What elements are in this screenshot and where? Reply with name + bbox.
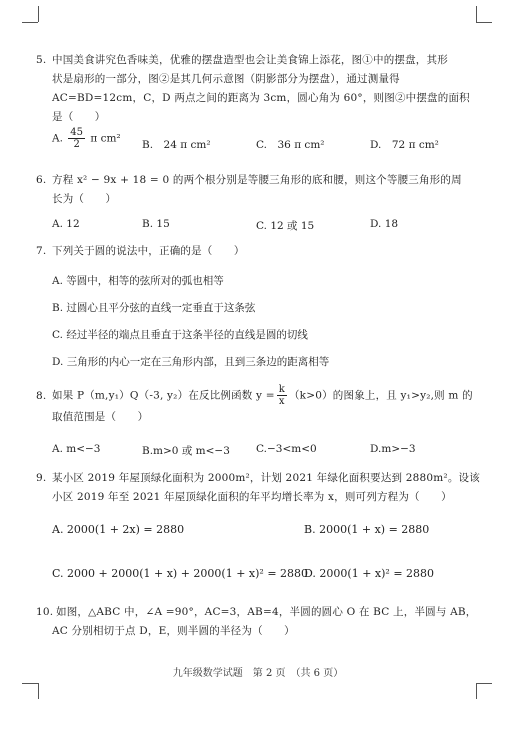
option-a: A. 12	[52, 218, 80, 230]
crop-mark	[38, 6, 39, 22]
question-6	[36, 171, 476, 209]
option-c: C. 12 或 15	[256, 220, 315, 232]
crop-mark	[476, 6, 477, 22]
option-b: B. 2000(1 + x) = 2880	[304, 523, 430, 536]
question-text: AC 分别相切于点 D，E，则半圆的半径为（ ）	[52, 625, 295, 637]
option-d: D. 18	[370, 218, 399, 230]
option-c: C. 经过半径的端点且垂直于这条半径的直线是圆的切线	[52, 329, 308, 341]
question-7	[36, 242, 476, 261]
option-d: D. 2000(1 + x)² = 2880	[304, 567, 435, 580]
question-number: 6.	[36, 174, 47, 186]
option-a: A. m<−3	[52, 443, 101, 455]
option-b: B. 24 π cm²	[142, 139, 211, 151]
question-text: 长为（ ）	[52, 193, 117, 205]
question-8	[36, 384, 476, 427]
question-text: 小区 2019 年至 2021 年屋顶绿化面积的年平均增长率为 x，则可列方程为（ ）	[52, 491, 452, 503]
option-d: D. 72 π cm²	[370, 139, 439, 151]
question-text: 下列关于圆的说法中，正确的是（ ）	[52, 245, 245, 257]
option-b: B. 15	[142, 218, 170, 230]
question-number: 9.	[36, 472, 47, 484]
option-a: A. 2000(1 + 2x) = 2880	[52, 523, 185, 536]
question-text: 如果 P（m,y₁）Q（-3, y₂）在反比例函数 y =	[52, 389, 275, 402]
option-a: A. $\frac{45}{2}$ π cm²	[52, 127, 121, 150]
question-number: 7.	[36, 245, 47, 257]
question-number: 8.	[36, 389, 47, 402]
question-text: 状是扇形的一部分，图②是其几何示意图（阴影部分为摆盘），通过测量得	[52, 73, 400, 85]
fraction: $\frac{45}{2}$	[70, 127, 83, 150]
crop-mark	[22, 683, 38, 684]
fraction: $\frac{k}{x}$	[278, 384, 285, 407]
option-c: C. 36 π cm²	[256, 139, 325, 151]
question-5	[36, 51, 476, 127]
question-text: （k>0）的图象上，且 y₁>y₂,则 m 的	[288, 389, 473, 402]
question-text: 是（ ）	[52, 111, 106, 123]
question-10	[36, 603, 476, 641]
question-text: AC=BD=12cm，C，D 两点之间的距离为 3cm，圆心角为 60°，则图②中摆盘的面积	[52, 92, 470, 104]
option-b: B. 过圆心且平分弦的直线一定垂直于这条弦	[52, 302, 256, 314]
option-d: D.m>−3	[370, 443, 416, 455]
question-text: 取值范围是（ ）	[52, 411, 149, 423]
crop-mark	[22, 22, 38, 23]
option-d: D. 三角形的内心一定在三角形内部，且到三条边的距离相等	[52, 356, 330, 368]
page-footer: 九年级数学试题 第 2 页 （共 6 页）	[172, 668, 344, 679]
question-text: 中国美食讲究色香味美，优雅的摆盘造型也会让美食锦上添花，图①中的摆盘，其形	[52, 54, 448, 66]
option-c: C. 2000 + 2000(1 + x) + 2000(1 + x)² = 2880	[52, 567, 309, 580]
question-9	[36, 469, 480, 507]
question-number: 5.	[36, 54, 47, 66]
question-number: 10.	[36, 606, 54, 618]
crop-mark	[38, 683, 39, 699]
question-text: 某小区 2019 年屋顶绿化面积为 2000m²，计划 2021 年绿化面积要达到 2880m²。设该	[52, 472, 480, 484]
question-text: 方程 x² − 9x + 18 = 0 的两个根分别是等腰三角形的底和腰，则这个等腰三角形的周	[52, 174, 462, 186]
crop-mark	[476, 22, 492, 23]
crop-mark	[476, 683, 492, 684]
option-c: C.−3<m<0	[256, 443, 317, 455]
crop-mark	[476, 683, 477, 699]
option-b: B.m>0 或 m<−3	[142, 445, 230, 457]
option-a: A. 等圆中，相等的弦所对的弧也相等	[52, 275, 224, 287]
question-text: 如图，△ABC 中，∠A =90°，AC=3，AB=4，半圆的圆心 O 在 BC 上，半圆与 AB，	[56, 606, 477, 618]
